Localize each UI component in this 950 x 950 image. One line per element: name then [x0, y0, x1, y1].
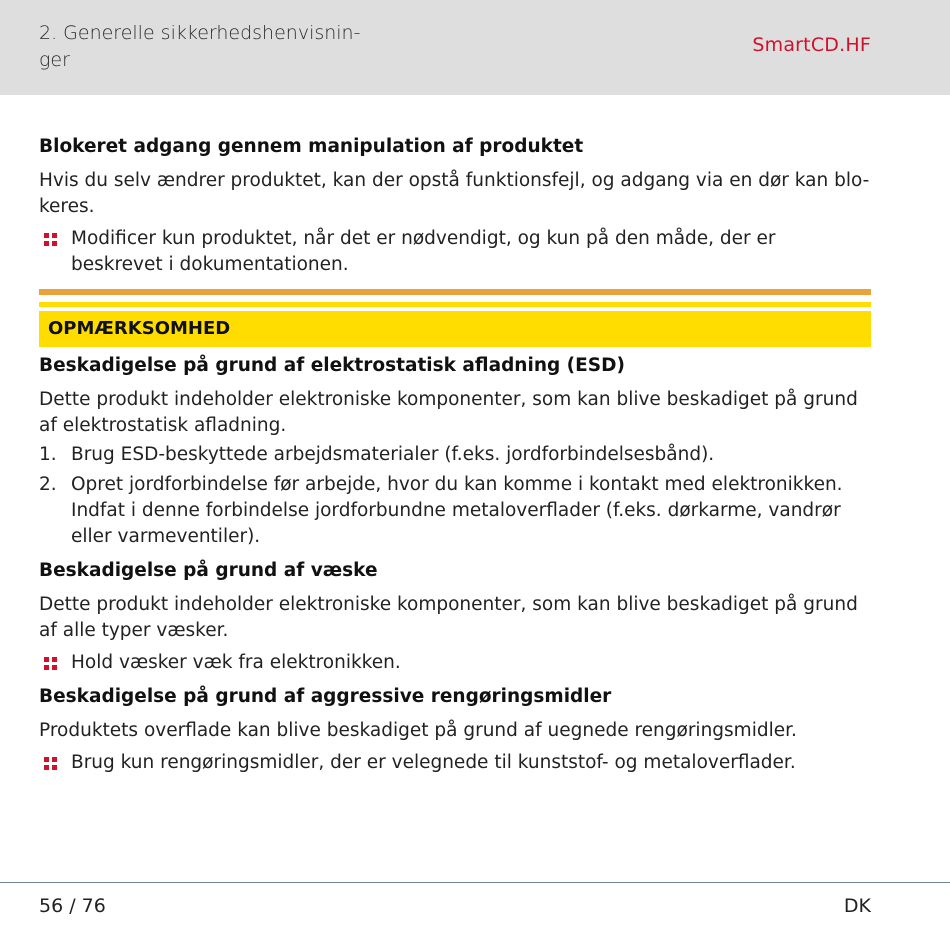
page-content: [39, 134, 871, 776]
section-body: Produktets overflade kan blive beskadiget på grund af uegnede rengøringsmidler.: [39, 720, 797, 741]
section-heading: Beskadigelse på grund af elektrostatisk afladning (ESD): [39, 355, 625, 376]
warning-label: OPMÆRKSOMHED: [39, 311, 871, 347]
warning-yellow-bar: [39, 302, 871, 307]
section-esd: [39, 353, 871, 550]
section-heading: Blokeret adgang gennem manipulation af produktet: [39, 136, 584, 157]
product-brand: SmartCD.HF: [752, 34, 871, 56]
language-code: DK: [843, 895, 871, 917]
chapter-title: 2. Generelle sikkerhedshenvisnin-ger: [39, 22, 361, 71]
section-heading: Beskadigelse på grund af væske: [39, 560, 378, 581]
bullet-text: Brug kun rengøringsmidler, der er velegnede til kunststof- og metaloverflader.: [71, 752, 796, 773]
numbered-step: [39, 442, 871, 468]
page-header: [0, 0, 950, 95]
bullet-item: [39, 226, 871, 278]
page-number: 56 / 76: [39, 895, 106, 917]
numbered-step: [39, 472, 871, 550]
section-heading: Beskadigelse på grund af aggressive rengøringsmidler: [39, 686, 612, 707]
footer-divider: [0, 882, 950, 883]
warning-box: [39, 289, 871, 347]
bullet-item: [39, 650, 871, 676]
red-bullet-icon: [44, 757, 57, 770]
section-body: Dette produkt indeholder elektroniske komponenter, som kan blive beskadiget på grund af alle typer væsker.: [39, 594, 858, 641]
section-body: Hvis du selv ændrer produktet, kan der opstå funktionsfejl, og adgang via en dør kan blo-keres.: [39, 170, 870, 217]
section-cleaning: [39, 684, 871, 776]
bullet-item: [39, 750, 871, 776]
section-body: Dette produkt indeholder elektroniske komponenter, som kan blive beskadiget på grund af elektrostatisk afladning.: [39, 389, 858, 436]
bullet-text: Modificer kun produktet, når det er nødvendigt, og kun på den måde, der er beskrevet i dokumentationen.: [71, 228, 776, 275]
step-number: 2.: [39, 474, 57, 495]
red-bullet-icon: [44, 657, 57, 670]
step-number: 1.: [39, 444, 57, 465]
warning-orange-bar: [39, 289, 871, 295]
step-text: Opret jordforbindelse før arbejde, hvor du kan komme i kontakt med elektronikken. Indfat i denne forbindelse jordforbundne metaloverflader (f.eks. dørkarme, vandrør eller varmeventiler).: [71, 474, 843, 547]
section-manipulation: [39, 134, 871, 278]
section-liquid: [39, 558, 871, 676]
red-bullet-icon: [44, 233, 57, 246]
step-text: Brug ESD-beskyttede arbejdsmaterialer (f.eks. jordforbindelsesbånd).: [71, 444, 715, 465]
bullet-text: Hold væsker væk fra elektronikken.: [71, 652, 401, 673]
